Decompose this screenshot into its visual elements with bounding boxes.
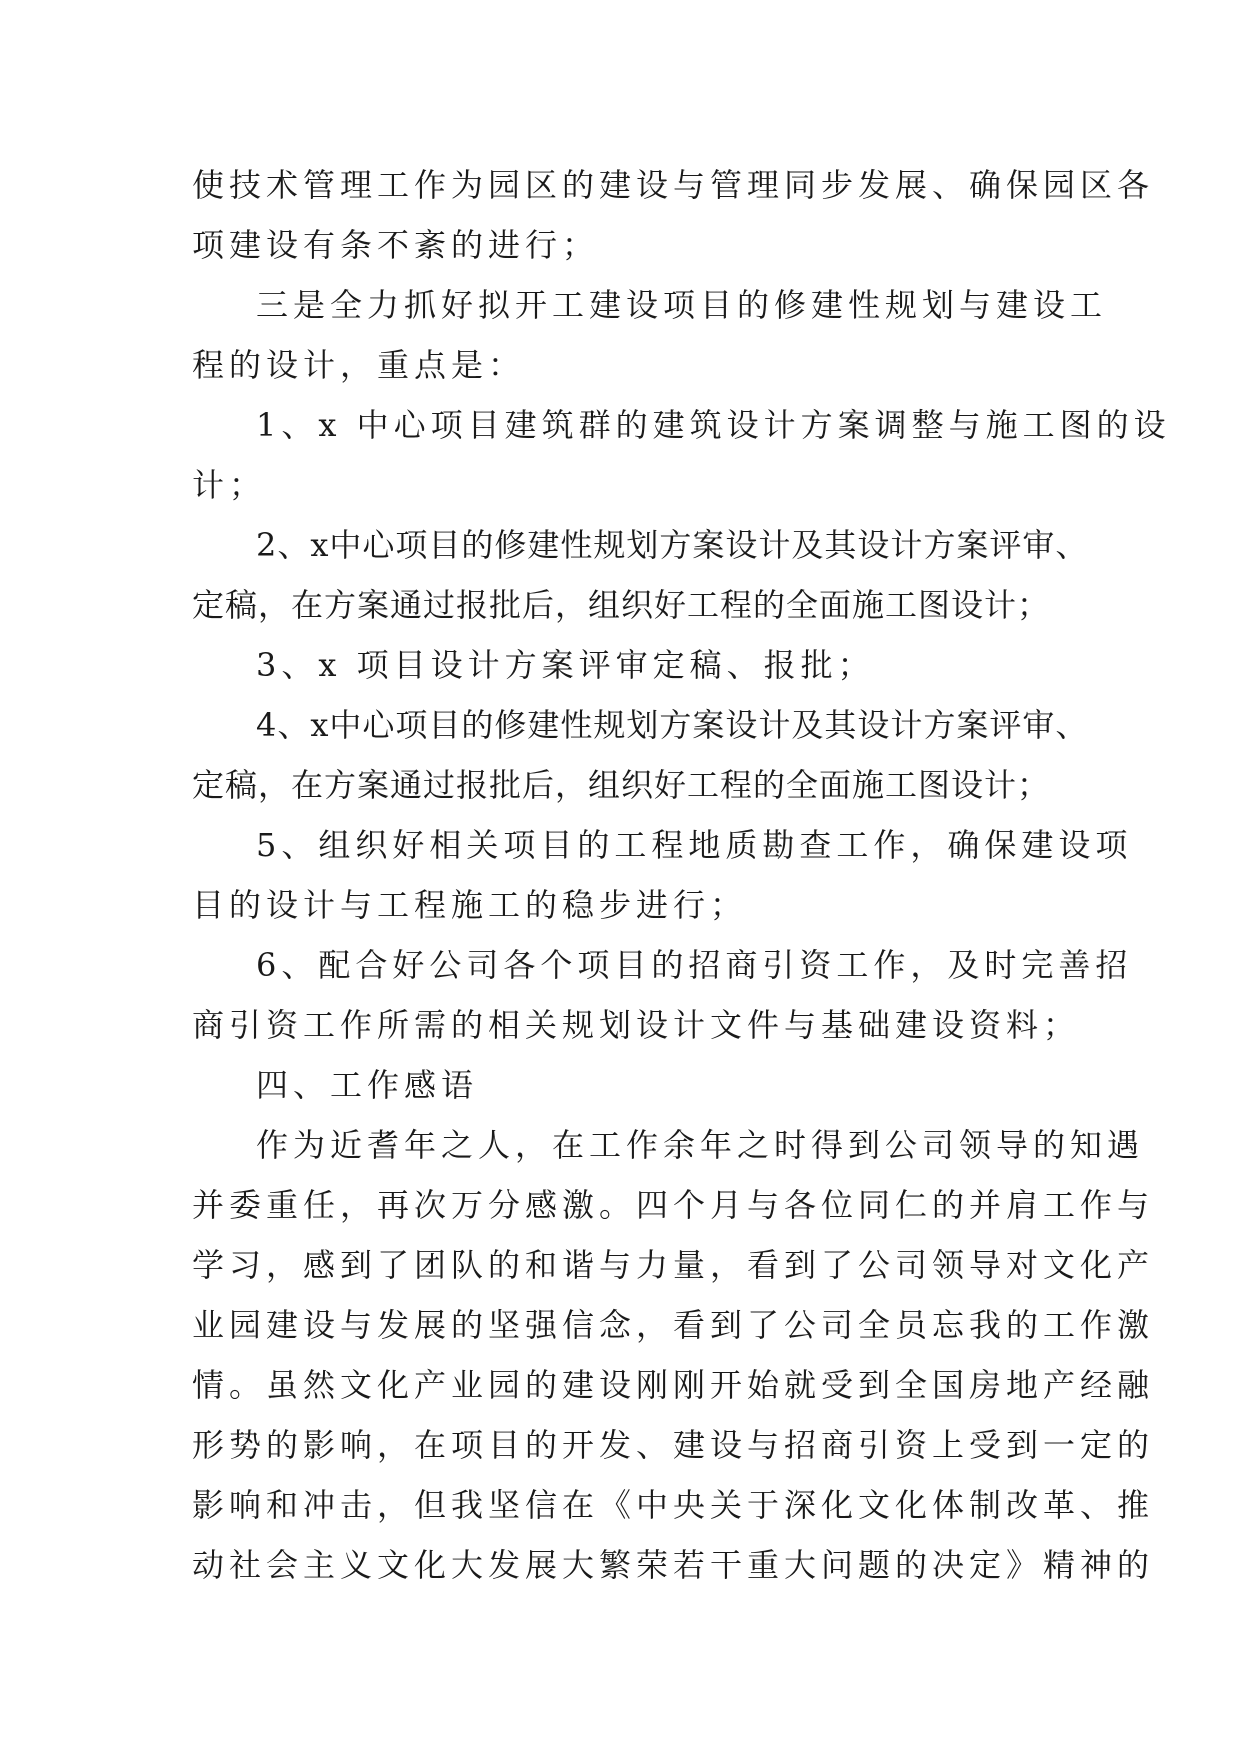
list-item-line: 定稿，在方案通过报批后，组织好工程的全面施工图设计；: [192, 586, 1051, 624]
paragraph-line: 并委重任，再次万分感激。四个月与各位同仁的并肩工作与: [192, 1186, 1155, 1224]
paragraph-line: 业园建设与发展的坚强信念，看到了公司全员忘我的工作激: [192, 1306, 1155, 1344]
list-item-line: 4、x中心项目的修建性规划方案设计及其设计方案评审、: [256, 706, 1089, 744]
list-item-line: 1、x 中心项目建筑群的建筑设计方案调整与施工图的设: [256, 406, 1171, 444]
list-item-line: 5、组织好相关项目的工程地质勘查工作，确保建设项: [256, 826, 1133, 864]
list-item-line: 目的设计与工程施工的稳步进行；: [192, 886, 748, 924]
list-item-line: 2、x中心项目的修建性规划方案设计及其设计方案评审、: [256, 526, 1089, 564]
paragraph-line: 使技术管理工作为园区的建设与管理同步发展、确保园区各: [192, 166, 1155, 204]
paragraph-line: 项建设有条不紊的进行；: [192, 226, 600, 264]
paragraph-line: 作为近耆年之人，在工作余年之时得到公司领导的知遇: [256, 1126, 1145, 1164]
list-item-line: 计；: [192, 466, 267, 504]
list-item-line: 6、配合好公司各个项目的招商引资工作，及时完善招: [256, 946, 1133, 984]
section-heading: 四、工作感语: [256, 1066, 479, 1104]
paragraph-line: 动社会主义文化大发展大繁荣若干重大问题的决定》精神的: [192, 1546, 1155, 1584]
paragraph-line: 三是全力抓好拟开工建设项目的修建性规划与建设工: [256, 286, 1108, 324]
paragraph-line: 形势的影响，在项目的开发、建设与招商引资上受到一定的: [192, 1426, 1155, 1464]
list-item-line: 3、x 项目设计方案评审定稿、报批；: [256, 646, 875, 684]
list-item-line: 商引资工作所需的相关规划设计文件与基础建设资料；: [192, 1006, 1081, 1044]
paragraph-line: 影响和冲击，但我坚信在《中央关于深化文化体制改革、推: [192, 1486, 1155, 1524]
paragraph-line: 程的设计，重点是：: [192, 346, 526, 384]
paragraph-line: 学习，感到了团队的和谐与力量，看到了公司领导对文化产: [192, 1246, 1155, 1284]
paragraph-line: 情。虽然文化产业园的建设刚刚开始就受到全国房地产经融: [192, 1366, 1155, 1404]
list-item-line: 定稿，在方案通过报批后，组织好工程的全面施工图设计；: [192, 766, 1051, 804]
